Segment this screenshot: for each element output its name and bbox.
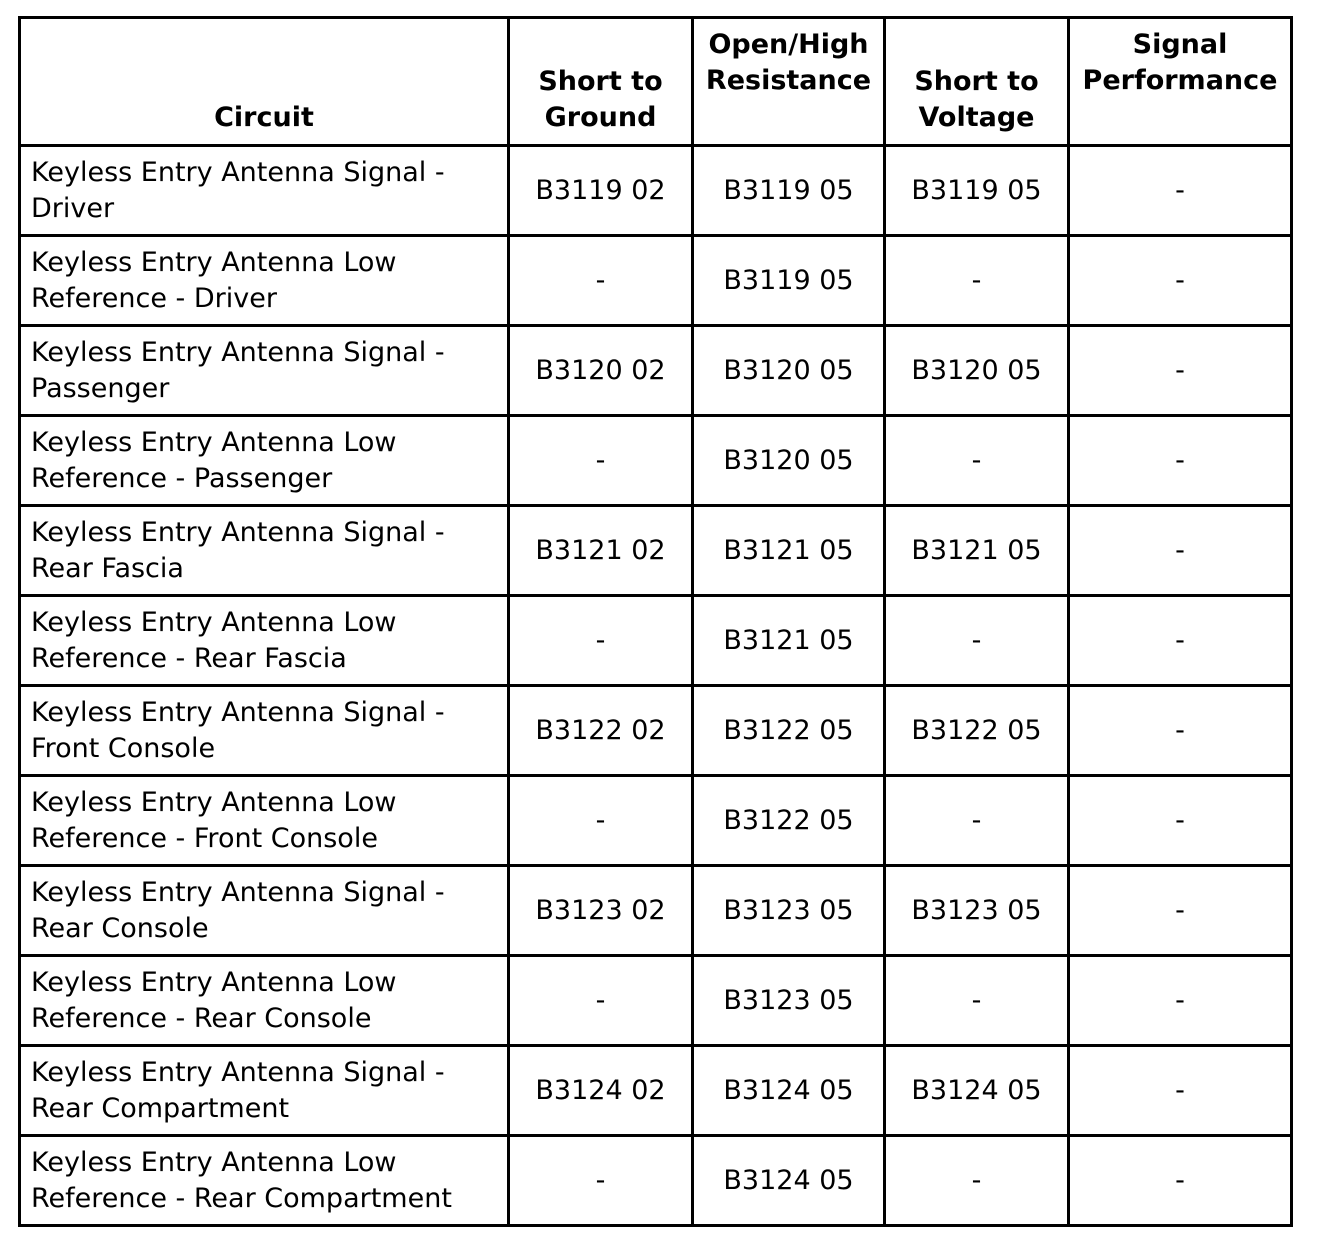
header-open-high-resistance: Open/High Resistance: [693, 18, 885, 146]
table-row: [20, 326, 1292, 416]
cell-short-to-voltage: B3119 05: [885, 146, 1069, 236]
cell-circuit: Keyless Entry Antenna Low Reference - Rear Console: [20, 956, 509, 1046]
header-circuit: Circuit: [20, 18, 509, 146]
cell-open-high-resistance: B3122 05: [693, 686, 885, 776]
cell-signal-performance: -: [1069, 146, 1292, 236]
cell-signal-performance: -: [1069, 1136, 1292, 1226]
dtc-table: [18, 16, 1293, 1227]
cell-signal-performance: -: [1069, 236, 1292, 326]
cell-signal-performance: -: [1069, 866, 1292, 956]
cell-signal-performance: -: [1069, 1046, 1292, 1136]
cell-circuit: Keyless Entry Antenna Low Reference - Front Console: [20, 776, 509, 866]
cell-short-to-ground: B3120 02: [509, 326, 693, 416]
cell-open-high-resistance: B3122 05: [693, 776, 885, 866]
header-signal-performance: Signal Performance: [1069, 18, 1292, 146]
cell-open-high-resistance: B3124 05: [693, 1046, 885, 1136]
cell-short-to-ground: B3122 02: [509, 686, 693, 776]
table-header: [20, 18, 1292, 146]
cell-open-high-resistance: B3120 05: [693, 416, 885, 506]
cell-open-high-resistance: B3121 05: [693, 596, 885, 686]
cell-circuit: Keyless Entry Antenna Signal - Rear Console: [20, 866, 509, 956]
cell-short-to-ground: B3119 02: [509, 146, 693, 236]
cell-signal-performance: -: [1069, 956, 1292, 1046]
cell-circuit: Keyless Entry Antenna Low Reference - Rear Compartment: [20, 1136, 509, 1226]
cell-circuit: Keyless Entry Antenna Low Reference - Rear Fascia: [20, 596, 509, 686]
cell-short-to-ground: B3121 02: [509, 506, 693, 596]
table-body: [20, 146, 1292, 1226]
cell-short-to-ground: -: [509, 236, 693, 326]
cell-short-to-ground: B3124 02: [509, 1046, 693, 1136]
table-row: [20, 236, 1292, 326]
cell-short-to-voltage: -: [885, 1136, 1069, 1226]
table-row: [20, 1046, 1292, 1136]
cell-short-to-voltage: -: [885, 236, 1069, 326]
cell-short-to-ground: -: [509, 1136, 693, 1226]
cell-signal-performance: -: [1069, 326, 1292, 416]
table-row: [20, 956, 1292, 1046]
cell-short-to-voltage: -: [885, 776, 1069, 866]
cell-short-to-ground: B3123 02: [509, 866, 693, 956]
cell-signal-performance: -: [1069, 416, 1292, 506]
cell-signal-performance: -: [1069, 506, 1292, 596]
cell-short-to-voltage: -: [885, 956, 1069, 1046]
cell-signal-performance: -: [1069, 686, 1292, 776]
cell-short-to-ground: -: [509, 776, 693, 866]
cell-short-to-ground: -: [509, 416, 693, 506]
table-row: [20, 1136, 1292, 1226]
cell-open-high-resistance: B3120 05: [693, 326, 885, 416]
cell-open-high-resistance: B3119 05: [693, 146, 885, 236]
cell-short-to-voltage: B3123 05: [885, 866, 1069, 956]
cell-short-to-ground: -: [509, 956, 693, 1046]
header-short-to-ground: Short to Ground: [509, 18, 693, 146]
table-row: [20, 866, 1292, 956]
table-row: [20, 506, 1292, 596]
cell-circuit: Keyless Entry Antenna Signal - Passenger: [20, 326, 509, 416]
cell-circuit: Keyless Entry Antenna Low Reference - Driver: [20, 236, 509, 326]
cell-signal-performance: -: [1069, 776, 1292, 866]
cell-open-high-resistance: B3119 05: [693, 236, 885, 326]
table-row: [20, 596, 1292, 686]
cell-circuit: Keyless Entry Antenna Signal - Rear Compartment: [20, 1046, 509, 1136]
header-row: [20, 18, 1292, 146]
cell-circuit: Keyless Entry Antenna Signal - Driver: [20, 146, 509, 236]
cell-circuit: Keyless Entry Antenna Low Reference - Passenger: [20, 416, 509, 506]
cell-circuit: Keyless Entry Antenna Signal - Front Console: [20, 686, 509, 776]
cell-short-to-voltage: B3124 05: [885, 1046, 1069, 1136]
header-short-to-voltage: Short to Voltage: [885, 18, 1069, 146]
cell-circuit: Keyless Entry Antenna Signal - Rear Fascia: [20, 506, 509, 596]
table-row: [20, 686, 1292, 776]
cell-short-to-voltage: -: [885, 416, 1069, 506]
cell-open-high-resistance: B3123 05: [693, 866, 885, 956]
cell-short-to-voltage: B3120 05: [885, 326, 1069, 416]
cell-short-to-ground: -: [509, 596, 693, 686]
cell-short-to-voltage: -: [885, 596, 1069, 686]
cell-open-high-resistance: B3124 05: [693, 1136, 885, 1226]
table-row: [20, 416, 1292, 506]
cell-open-high-resistance: B3123 05: [693, 956, 885, 1046]
cell-short-to-voltage: B3122 05: [885, 686, 1069, 776]
cell-short-to-voltage: B3121 05: [885, 506, 1069, 596]
table-row: [20, 146, 1292, 236]
table-row: [20, 776, 1292, 866]
cell-signal-performance: -: [1069, 596, 1292, 686]
cell-open-high-resistance: B3121 05: [693, 506, 885, 596]
